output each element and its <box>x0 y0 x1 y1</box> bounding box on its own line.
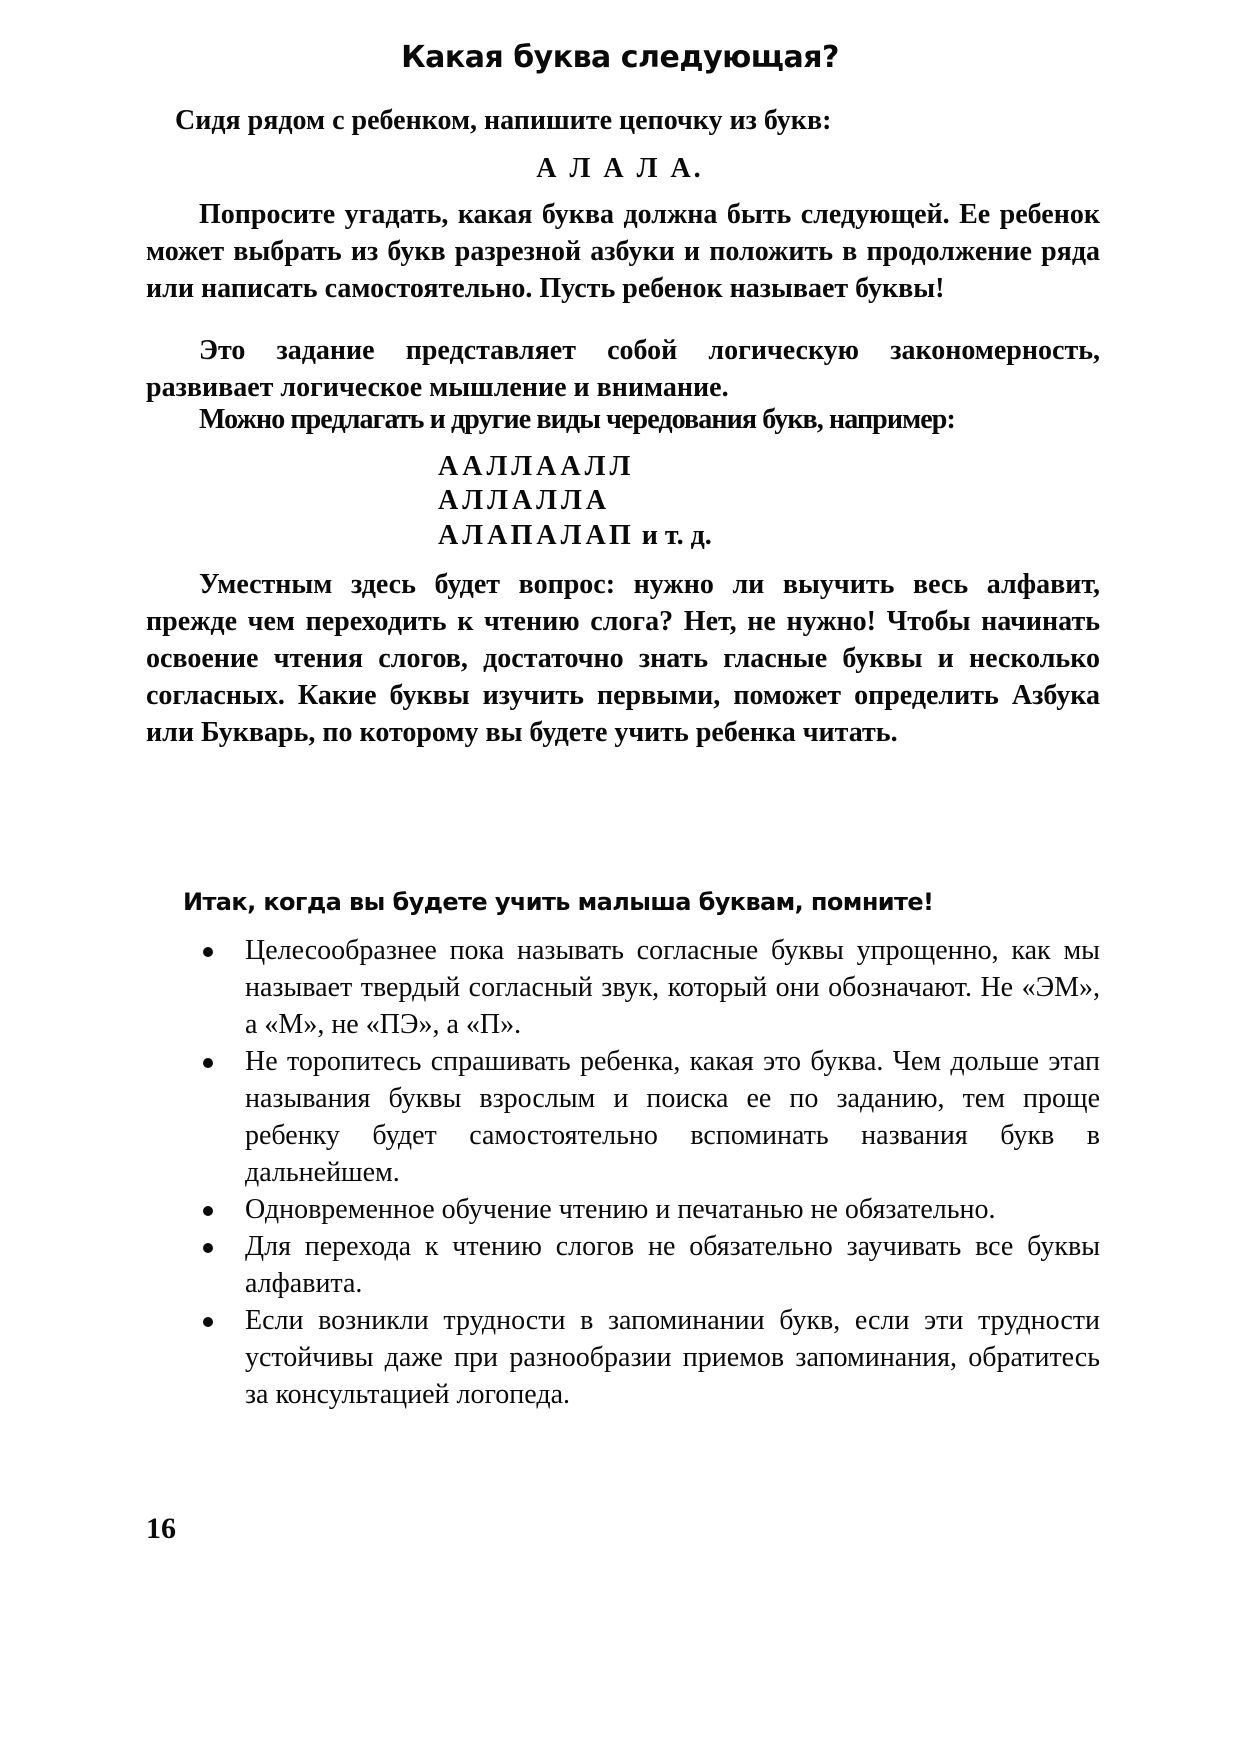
sequence-letters: АЛАПАЛАП <box>438 520 635 551</box>
page-title: Какая буква следующая? <box>401 40 839 75</box>
tips-list-item <box>185 932 1100 1043</box>
sequence-letters: АЛЛАЛЛА <box>438 485 611 516</box>
tips-list-item <box>185 1191 1100 1228</box>
tips-list <box>185 932 1100 1413</box>
sequence-example-2 <box>438 482 610 519</box>
tip-text: Не торопитесь спрашивать ребенка, какая это буква. Чем дольше этап называния буквы взрослым и поиска ее по заданию, тем проще ребенку будет самостоятельно вспоминать названия букв в дальнейшем. <box>245 1046 1100 1188</box>
tip-text: Целесообразнее пока называть согласные буквы упрощенно, как мы называет твердый согласный звук, который они обозначают. Не «ЭМ», а «М», не «ПЭ», а «П». <box>245 935 1100 1040</box>
tip-text: Если возникли трудности в запоминании букв, если эти трудности устойчивы даже при разнообразии приемов запоминания, обратитесь за консультацией логопеда. <box>245 1305 1100 1410</box>
sequence-letters: ААЛЛААЛЛ <box>438 451 635 482</box>
paragraph-guess-next-letter: Попросите угадать, какая буква должна быть следующей. Ее ребенок может выбрать из букв разрезной азбуки и положить в продолжение ряда или написать самостоятельно. Пусть ребенок называет буквы! <box>146 199 1100 304</box>
page-number: 16 <box>146 1512 176 1545</box>
sequence-example-3 <box>438 517 712 554</box>
tips-list-item <box>185 1302 1100 1413</box>
paragraph-alphabet-question: Уместным здесь будет вопрос: нужно ли выучить весь алфавит, прежде чем переходить к чтению слога? Нет, не нужно! Чтобы начинать освоение чтения слогов, достаточно знать гласные буквы и несколько согласных. Какие буквы изучить первыми, поможет определить Азбука или Букварь, по которому вы будете учить ребенка читать. <box>146 569 1100 748</box>
sequence-example-1 <box>438 448 634 485</box>
tips-list-item <box>185 1228 1100 1302</box>
bullet-icon <box>203 1243 213 1253</box>
bullet-icon <box>203 1058 213 1068</box>
paragraph-logic-task: Это задание представляет собой логическую закономерность, развивает логическое мышление и внимание. <box>146 335 1100 403</box>
section-subheading: Итак, когда вы будете учить малыша буквам, помните! <box>183 888 934 916</box>
intro-text: Сидя рядом с ребенком, напишите цепочку из букв: <box>175 105 832 136</box>
tip-text: Для перехода к чтению слогов не обязательно заучивать все буквы алфавита. <box>245 1231 1100 1299</box>
bullet-icon <box>203 1206 213 1216</box>
example-sequence-main: А Л А Л А. <box>536 153 704 184</box>
paragraph-other-sequences: Можно предлагать и другие виды чередования букв, например: <box>199 404 955 435</box>
sequence-suffix: и т. д. <box>634 520 712 551</box>
tip-text: Одновременное обучение чтению и печатанью не обязательно. <box>245 1194 996 1225</box>
bullet-icon <box>203 947 213 957</box>
tips-list-item <box>185 1043 1100 1191</box>
bullet-icon <box>203 1317 213 1327</box>
